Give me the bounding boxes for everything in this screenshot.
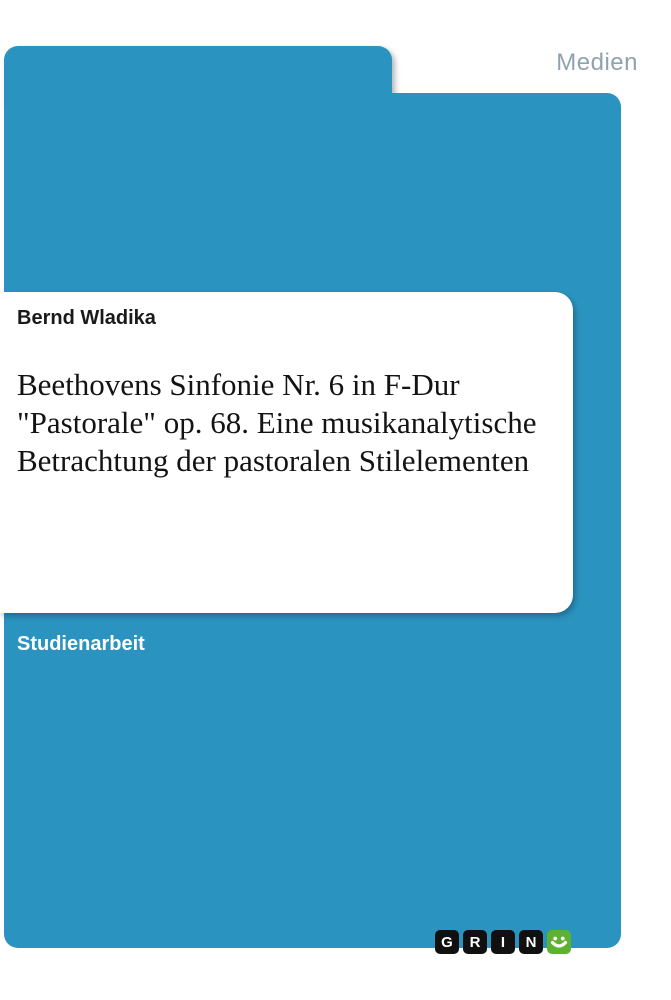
title-card [0, 292, 573, 613]
book-title-line-1: Beethovens Sinfonie Nr. 6 in F-Dur [17, 367, 460, 402]
author-name: Bernd Wladika [17, 307, 156, 329]
book-title [17, 366, 536, 480]
logo-letter-r: R [463, 930, 487, 954]
grin-logo [435, 930, 571, 954]
book-title-line-3: Betrachtung der pastoralen Stilelementen [17, 443, 530, 478]
category-label: Medien [556, 49, 638, 76]
logo-letter-g: G [435, 930, 459, 954]
book-title-line-2: "Pastorale" op. 68. Eine musikanalytische [17, 405, 537, 440]
smiley-icon [547, 930, 571, 954]
logo-letter-n: N [519, 930, 543, 954]
document-type-label: Studienarbeit [17, 633, 145, 655]
logo-letter-i: I [491, 930, 515, 954]
